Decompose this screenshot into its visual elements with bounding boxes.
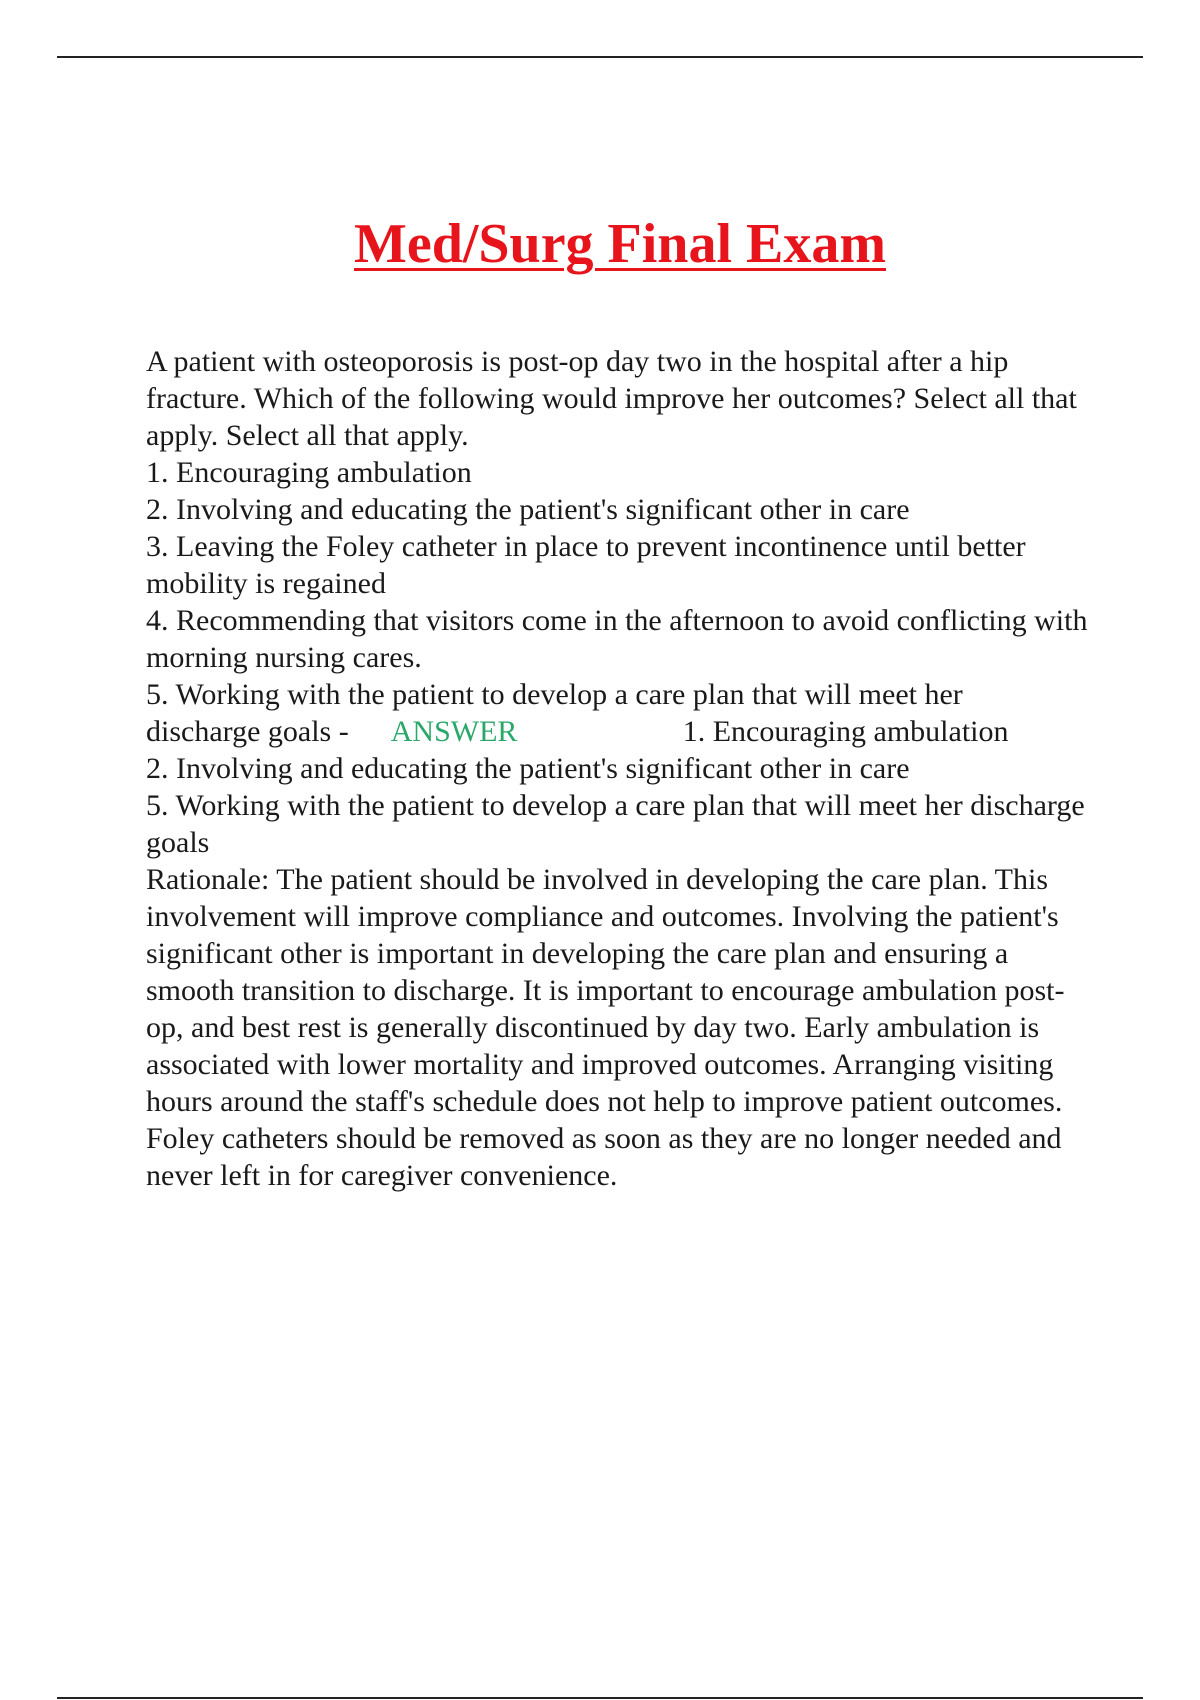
question-stem: A patient with osteoporosis is post-op day two in the hospital after a hip fracture. Which of the following would improve her outcomes? Select all that apply. Select all that apply.: [146, 345, 1077, 452]
option-2: 2. Involving and educating the patient's significant other in care: [146, 493, 910, 526]
option-5: 5. Working with the patient to develop a care plan that will meet her: [146, 678, 963, 711]
answer-line: [146, 713, 1092, 750]
answer-5: 5. Working with the patient to develop a care plan that will meet her discharge goals: [146, 789, 1085, 859]
bottom-rule: [57, 1697, 1143, 1699]
option-5-tail: discharge goals -: [146, 715, 349, 748]
answer-2: 2. Involving and educating the patient's significant other in care: [146, 752, 910, 785]
rationale: Rationale: The patient should be involved in developing the care plan. This involvement will improve compliance and outcomes. Involving the patient's significant other is important in developing the care plan and ensuring a smooth transition to discharge. It is important to encourage ambulation post-op, and best rest is generally discontinued by day two. Early ambulation is associated with lower mortality and improved outcomes. Arranging visiting hours around the staff's schedule does not help to improve patient outcomes. Foley catheters should be removed as soon as they are no longer needed and never left in for caregiver convenience.: [146, 863, 1065, 1192]
option-1: 1. Encouraging ambulation: [146, 456, 472, 489]
top-rule: [57, 56, 1143, 58]
question-block: [146, 343, 1092, 1194]
answer-1: 1. Encouraging ambulation: [682, 715, 1009, 748]
option-3: 3. Leaving the Foley catheter in place to prevent incontinence until better mobility is regained: [146, 530, 1026, 600]
option-4: 4. Recommending that visitors come in the afternoon to avoid conflicting with morning nursing cares.: [146, 604, 1088, 674]
page-title: Med/Surg Final Exam: [353, 213, 887, 275]
answer-label: ANSWER: [390, 715, 518, 748]
